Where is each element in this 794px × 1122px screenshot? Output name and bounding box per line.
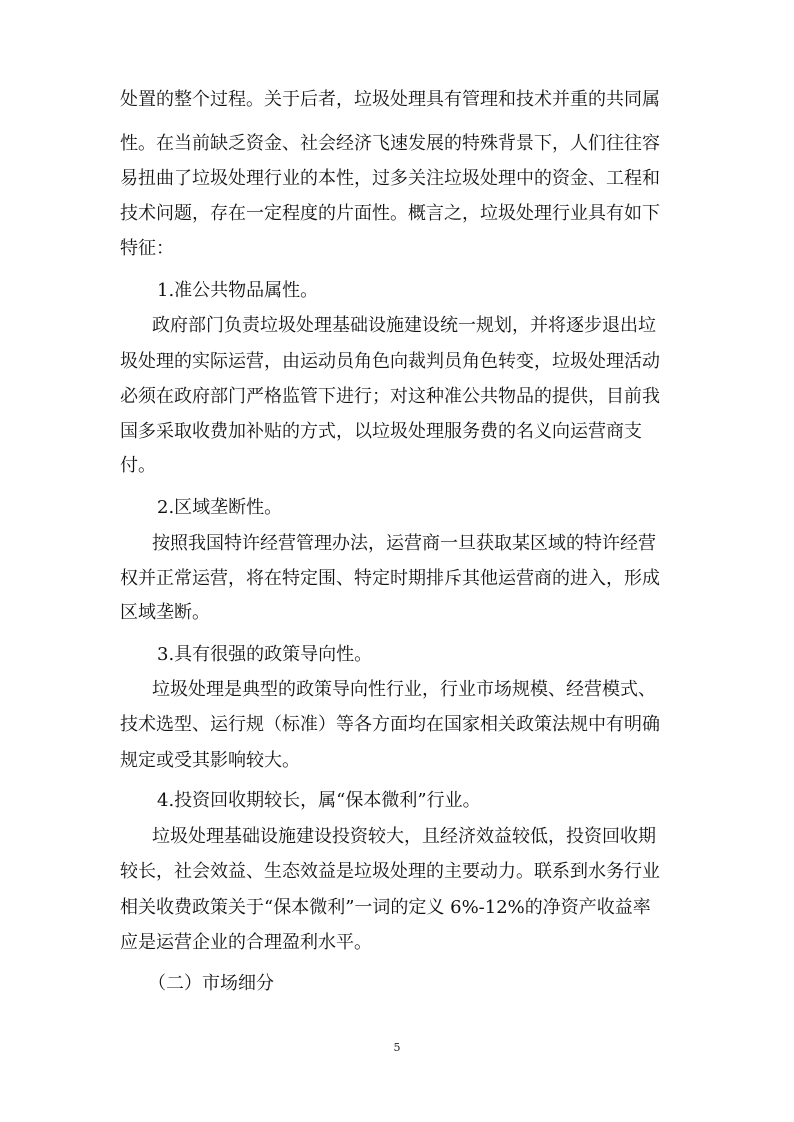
line-text: 权并正常运营，将在特定围、特定时期排斥其他运营商的进入，形成 xyxy=(120,568,660,589)
text-line xyxy=(0,127,794,161)
text-line xyxy=(0,162,794,196)
line-text: 垃圾处理基础设施建设投资较大，且经济效益较低，投资回收期 xyxy=(152,826,656,847)
text-line xyxy=(0,197,794,231)
line-text: 相关收费政策关于“保本微利”一词的定义 6%-12%的净资产收益率 xyxy=(120,897,651,918)
section-heading xyxy=(0,491,794,525)
text-line xyxy=(0,380,794,414)
line-text: 2.区域垄断性。 xyxy=(157,497,283,518)
text-line xyxy=(0,673,794,707)
line-text: 3.具有很强的政策导向性。 xyxy=(157,644,373,665)
line-text: 技术选型、运行规（标准）等各方面均在国家相关政策法规中有明确 xyxy=(120,714,660,735)
text-line xyxy=(0,309,794,343)
text-line xyxy=(0,527,794,561)
line-text: 付。 xyxy=(120,455,156,476)
text-line xyxy=(0,415,794,449)
line-text: 易扭曲了垃圾处理行业的本性，过多关注垃圾处理中的资金、工程和 xyxy=(120,168,660,189)
text-line xyxy=(0,855,794,889)
text-line xyxy=(0,449,794,483)
line-text: 特征： xyxy=(120,238,174,259)
line-text: 规定或受其影响较大。 xyxy=(120,750,300,771)
line-text: 必须在政府部门严格监管下进行；对这种准公共物品的提供，目前我 xyxy=(120,386,660,407)
line-text: 1.准公共物品属性。 xyxy=(157,280,319,301)
line-text: 技术问题，存在一定程度的片面性。概言之，垃圾处理行业具有如下 xyxy=(120,203,660,224)
line-text: 按照我国特许经营管理办法，运营商一旦获取某区域的特许经营 xyxy=(152,533,656,554)
text-line xyxy=(0,891,794,925)
text-line xyxy=(0,232,794,266)
page-number: 5 xyxy=(393,1041,401,1054)
section-heading xyxy=(0,638,794,672)
line-text: （二）市场细分 xyxy=(148,973,274,994)
text-line xyxy=(0,820,794,854)
line-text: 应是运营企业的合理盈利水平。 xyxy=(120,932,372,953)
line-text: 国多采取收费加补贴的方式，以垃圾处理服务费的名义向运营商支 xyxy=(120,421,642,442)
text-line xyxy=(0,83,794,117)
line-text: 垃圾处理是典型的政策导向性行业，行业市场规模、经营模式、 xyxy=(152,679,656,700)
line-text: 圾处理的实际运营，由运动员角色向裁判员角色转变，垃圾处理活动 xyxy=(120,351,660,372)
section-heading xyxy=(0,274,794,308)
line-text: 处置的整个过程。关于后者，垃圾处理具有管理和技术并重的共同属 xyxy=(120,89,660,110)
line-text: 政府部门负责垃圾处理基础设施建设统一规划，并将逐步退出垃 xyxy=(152,315,656,336)
line-text: 4.投资回收期较长，属“保本微利”行业。 xyxy=(157,790,481,811)
section-heading xyxy=(0,784,794,818)
line-text: 性。在当前缺乏资金、社会经济飞速发展的特殊背景下，人们往往容 xyxy=(120,133,660,154)
text-line xyxy=(0,345,794,379)
text-line xyxy=(0,926,794,960)
text-line xyxy=(0,744,794,778)
line-text: 区域垄断。 xyxy=(120,602,210,623)
text-line xyxy=(0,596,794,630)
text-line xyxy=(0,708,794,742)
subsection-heading xyxy=(0,967,794,1001)
text-line xyxy=(0,562,794,596)
line-text: 较长，社会效益、生态效益是垃圾处理的主要动力。联系到水务行业 xyxy=(120,861,660,882)
